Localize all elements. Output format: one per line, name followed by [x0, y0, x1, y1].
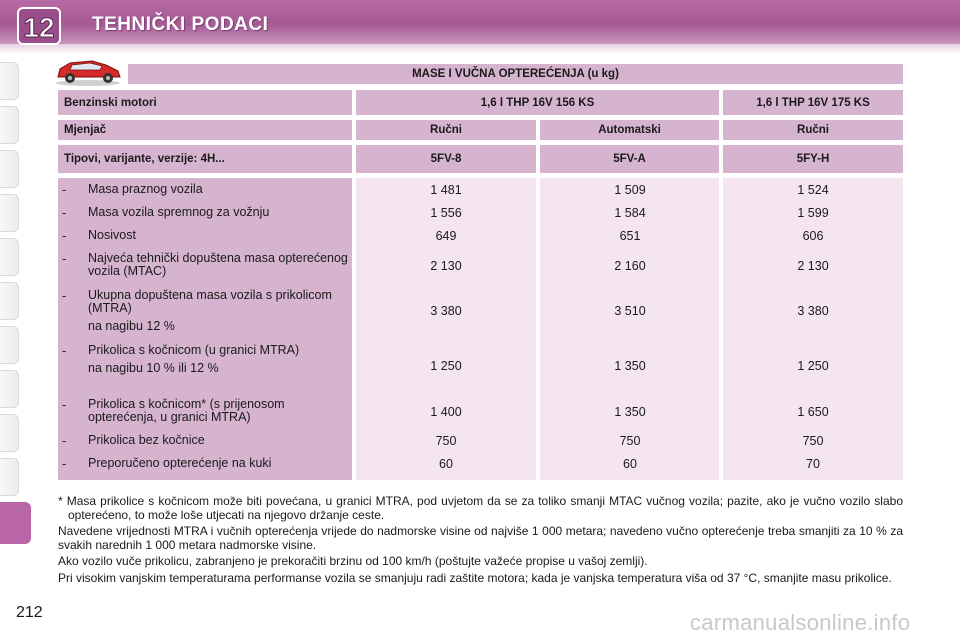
value-cell: 2 130 [430, 259, 462, 273]
value-cell: 750 [619, 434, 641, 448]
chapter-tab[interactable] [0, 238, 19, 276]
value-cell: 3 380 [797, 304, 829, 318]
footnote: * Masa prikolice s kočnicom može biti povećana, u granici MTRA, pod uvjetom da se za toliko smanji MTAC vučnog vozila; pazite, ako je vučno vozilo slabo opterećeno, to može loše utjecati na njegovo držanje ceste. [58, 494, 903, 522]
car-icon [52, 55, 124, 87]
chapter-tab[interactable] [0, 150, 19, 188]
row-label: Nosivost [88, 228, 136, 242]
value-cell: 649 [435, 229, 457, 243]
row-label: Prikolica s kočnicom (u granici MTRA) [88, 343, 300, 357]
page-number: 212 [16, 604, 43, 621]
chapter-tab-active[interactable] [0, 502, 31, 544]
watermark: carmanualsonline.info [690, 610, 911, 635]
row-label: Prikolica s kočnicom* (s prijenosom opterećenja, u granici MTRA) [88, 397, 285, 424]
chapter-tab[interactable] [0, 106, 19, 144]
value-cell: 1 509 [614, 183, 646, 197]
chapter-tab[interactable] [0, 326, 19, 364]
value-cell: 1 250 [797, 359, 829, 373]
value-cell: 1 556 [430, 206, 462, 220]
chapter-number-badge [16, 6, 62, 46]
value-cell: 750 [802, 434, 824, 448]
value-cell: 1 400 [430, 405, 462, 419]
value-cell: 606 [802, 229, 824, 243]
row-label: Ukupna dopuštena masa vozila s prikolicom (MTRA) [88, 288, 332, 315]
value-cell: 1 350 [614, 359, 646, 373]
engine-row [58, 90, 903, 115]
value-cell: 3 380 [430, 304, 462, 318]
chapter-tab[interactable] [0, 62, 19, 100]
value-cell: 1 650 [797, 405, 829, 419]
value-cell: 1 481 [430, 183, 462, 197]
value-cell: 3 510 [614, 304, 646, 318]
engine-column-header: 1,6 l THP 16V 175 KS [723, 90, 903, 115]
chapter-tabs [0, 62, 22, 550]
chapter-number: 12 [23, 12, 55, 43]
value-cell: 1 350 [614, 405, 646, 419]
page-title: TEHNIČKI PODACI [92, 14, 269, 35]
gearbox-cell: Ručni [356, 120, 536, 140]
gearbox-cell: Automatski [540, 120, 719, 140]
gearbox-row-label: Mjenjač [58, 120, 352, 140]
notes [58, 495, 903, 588]
value-cell: 1 250 [430, 359, 462, 373]
note-paragraph: Navedene vrijednosti MTRA i vučnih opterećenja vrijede do nadmorske visine od najviše 1 000 metara; navedeno vučno opterećenje treba smanjiti za 10 % za svakih narednih 1 000 metara nadmorske visine. [58, 524, 903, 552]
value-cell: 60 [439, 457, 453, 471]
row-label: Prikolica bez kočnice [88, 433, 205, 447]
type-code-cell: 5FV-A [540, 145, 719, 173]
row-label: Preporučeno opterećenje na kuki [88, 456, 272, 470]
engine-column-header: 1,6 l THP 16V 156 KS [356, 90, 719, 115]
chapter-tab[interactable] [0, 282, 19, 320]
row-label: Masa praznog vozila [88, 182, 203, 196]
table-title: MASE I VUČNA OPTEREĆENJA (u kg) [128, 64, 903, 84]
chapter-tab[interactable] [0, 458, 19, 496]
value-cell: 1 599 [797, 206, 829, 220]
value-cell: 60 [623, 457, 637, 471]
value-cell: 750 [435, 434, 457, 448]
row-label: Masa vozila spremnog za vožnju [88, 205, 270, 219]
note-paragraph: Pri visokim vanjskim temperaturama performanse vozila se smanjuju radi zaštite motora; kada je vanjska temperatura viša od 37 °C, smanjite masu prikolice. [58, 570, 892, 585]
gearbox-cell: Ručni [723, 120, 903, 140]
types-row [58, 145, 903, 173]
types-row-label: Tipovi, varijante, verzije: 4H... [58, 145, 352, 173]
chapter-tab[interactable] [0, 370, 19, 408]
value-cell: 2 130 [797, 259, 829, 273]
row-sublabel: na nagibu 12 % [88, 319, 175, 333]
gearbox-row [58, 120, 903, 140]
value-cell: 1 584 [614, 206, 646, 220]
chapter-tab[interactable] [0, 194, 19, 232]
engine-row-label: Benzinski motori [58, 90, 352, 115]
type-code-cell: 5FY-H [723, 145, 903, 173]
row-sublabel: na nagibu 10 % ili 12 % [88, 361, 219, 375]
value-cell: 651 [619, 229, 641, 243]
chapter-tab[interactable] [0, 414, 19, 452]
type-code-cell: 5FV-8 [356, 145, 536, 173]
note-paragraph: Ako vozilo vuče prikolicu, zabranjeno je prekoračiti brzinu od 100 km/h (poštujte važeće propise u vašoj zemlji). [58, 554, 648, 568]
value-cell: 70 [806, 457, 820, 471]
row-label: Najveća tehnički dopuštena masa opterećenog vozila (MTAC) [88, 251, 348, 278]
value-cell: 1 524 [797, 183, 829, 197]
value-cell: 2 160 [614, 259, 646, 273]
